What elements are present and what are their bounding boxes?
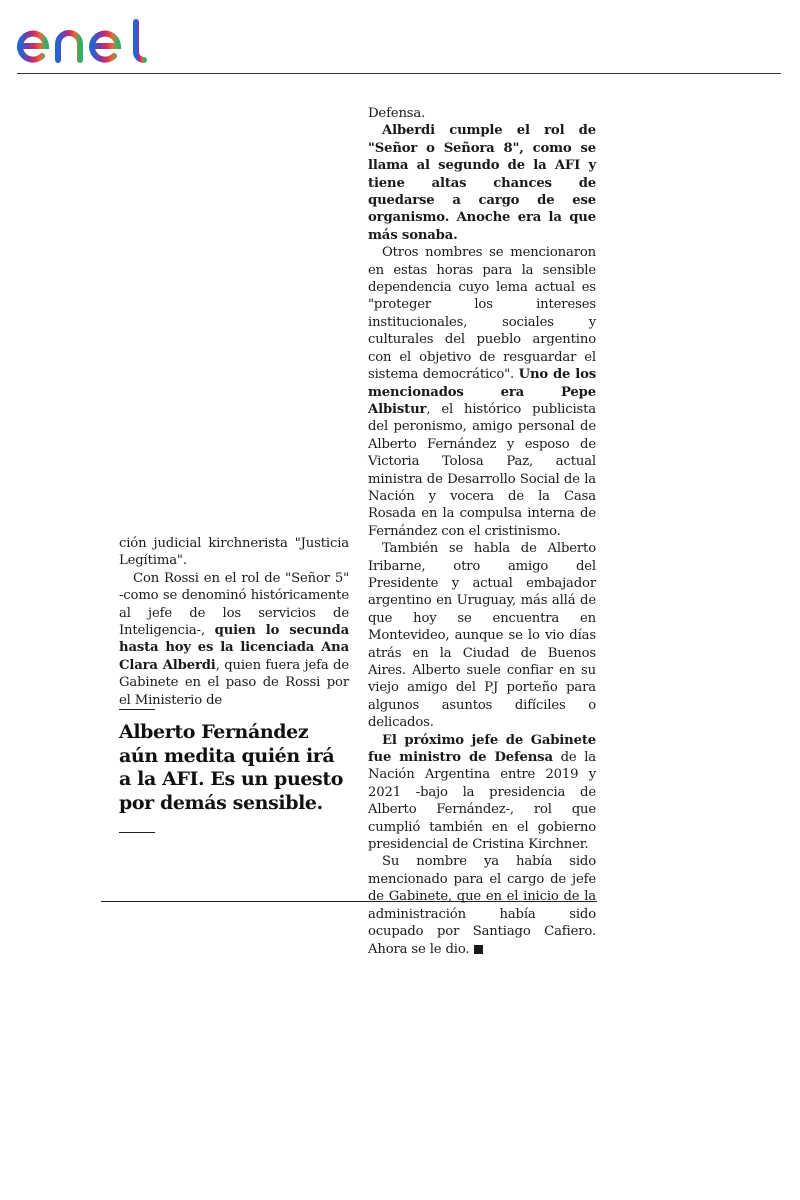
footer-divider bbox=[101, 901, 597, 902]
pull-quote: Alberto Fernández aún medita quién irá a la AFI. Es un puesto por demás sensible. bbox=[119, 721, 343, 814]
paragraph: Con Rossi en el rol de "Señor 5" -como se denominó históricamente al jefe de los servicios de Inteligencia-, quien lo secunda hasta hoy es la licenciada Ana Clara Alberdi, quien fuera jefa de Gabinete en el paso de Rossi por el Ministerio de bbox=[119, 570, 350, 708]
article-right-column bbox=[368, 105, 596, 958]
paragraph: También se habla de Alberto Iribarne, otro amigo del Presidente y actual embajador argentino en Uruguay, más allá de que hoy se encuentra en Montevideo, aunque se lo vio días atrás en la Ciudad de Buenos Aires. Alberto suele confiar en su viejo amigo del PJ porteño para algunos asuntos difíciles o delicados. bbox=[368, 541, 596, 731]
pull-quote-bottom-rule bbox=[119, 832, 155, 833]
bold-text: Alberdi cumple el rol de "Señor o Señora 8", como se llama al segundo de la AFI y tiene altas chances de quedarse a cargo de ese organismo. Anoche era la que más sonaba. bbox=[368, 123, 596, 243]
bold-text: Uno de los mencionados era Pepe Albistur bbox=[368, 367, 596, 417]
paragraph: El próximo jefe de Gabinete fue ministro de Defensa de la Nación Argentina entre 2019 y 2021 -bajo la presidencia de Alberto Fernández-, rol que cumplió también en el gobierno presidencial de Cristina Kirchner. bbox=[368, 732, 597, 853]
paragraph: Otros nombres se mencionaron en estas horas para la sensible dependencia cuyo lema actual es "proteger los intereses institucionales, sociales y culturales del pueblo argentino con el objetivo de resguardar el sistema democrático". Uno de los mencionados era Pepe Albistur, el histórico publicista del peronismo, amigo personal de Alberto Fernández y esposo de Victoria Tolosa Paz, actual ministra de Desarrollo Social de la Nación y vocera de la Casa Rosada en la compulsa interna de Fernández con el cristinismo. bbox=[368, 245, 596, 539]
bold-text: quien lo secunda hasta hoy es la licenciada Ana Clara Alberdi bbox=[119, 623, 349, 673]
end-of-article-square-icon bbox=[474, 945, 483, 954]
bold-text: El próximo jefe de Gabinete fue ministro de Defensa bbox=[368, 732, 596, 766]
header-divider bbox=[17, 73, 781, 74]
enel-logo bbox=[16, 14, 176, 70]
pull-quote-top-rule bbox=[119, 709, 155, 710]
paragraph: ción judicial kirchnerista "Justicia Legítima". bbox=[119, 536, 349, 569]
paragraph: Defensa. bbox=[368, 106, 426, 121]
paragraph bbox=[368, 122, 596, 244]
article-left-column bbox=[119, 535, 349, 709]
paragraph: Su nombre ya había sido mencionado para el cargo de jefe de Gabinete, que en el inicio de la administración había sido ocupado por Santiago Cafiero. Ahora se le dio. bbox=[368, 854, 596, 957]
